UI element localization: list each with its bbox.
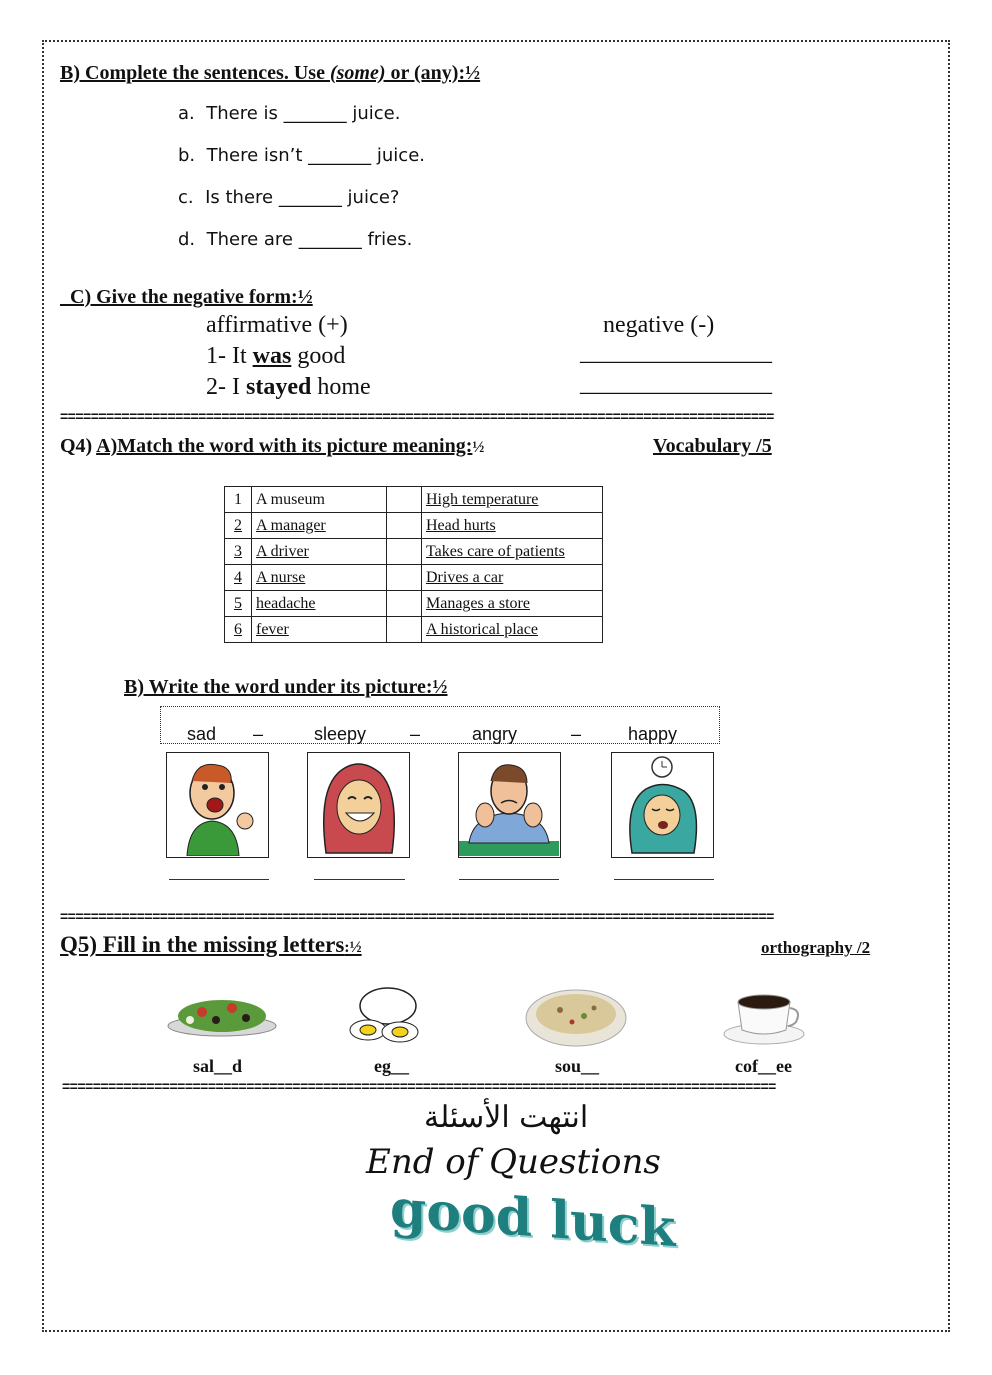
affirmative-sentence-2: 2- I stayed home — [206, 374, 371, 400]
table-row: 3 A driver Takes care of patients — [225, 539, 603, 565]
answer-line[interactable]: ________________ — [580, 371, 772, 397]
section-b-title: B) Complete the sentences. Use (some) or (any):½ — [60, 62, 481, 84]
sleepy-woman-picture — [611, 752, 714, 858]
smiling-girl-icon — [308, 753, 408, 856]
answer-line[interactable] — [314, 878, 405, 880]
list-item: a. There is _______ juice. — [178, 103, 401, 124]
answer-line[interactable] — [169, 878, 269, 880]
coffee-icon — [722, 988, 808, 1046]
dash: – — [253, 724, 264, 744]
answer-cell[interactable] — [387, 617, 422, 643]
list-item: c. Is there _______ juice? — [178, 187, 400, 208]
affirmative-header: affirmative (+) — [206, 312, 348, 338]
table-row: 4 A nurse Drives a car — [225, 565, 603, 591]
table-row: 6 fever A historical place — [225, 617, 603, 643]
salad-icon — [166, 990, 278, 1038]
fill-word-egg: eg__ — [374, 1056, 409, 1076]
arabic-end-text: انتهت الأسئلة — [424, 1100, 589, 1135]
answer-line[interactable]: ________________ — [580, 340, 772, 366]
fill-word-soup: sou__ — [555, 1056, 600, 1076]
answer-cell[interactable] — [387, 565, 422, 591]
answer-cell[interactable] — [387, 487, 422, 513]
soup-icon — [524, 984, 628, 1048]
dash: – — [410, 724, 421, 744]
word-sleepy: sleepy — [314, 724, 367, 744]
sleepy-woman-icon — [612, 753, 712, 856]
smiling-girl-picture — [307, 752, 410, 858]
angry-boy-picture — [166, 752, 269, 858]
vocabulary-score: Vocabulary /5 — [653, 435, 772, 457]
separator: ============================================================================================= — [60, 408, 774, 424]
dash: – — [571, 724, 582, 744]
good-luck-wordart: good luck — [390, 1178, 676, 1259]
table-row: 2 A manager Head hurts — [225, 513, 603, 539]
answer-cell[interactable] — [387, 591, 422, 617]
q4-b-title: B) Write the word under its picture:½ — [124, 676, 448, 698]
separator: ============================================================================================= — [62, 1078, 776, 1094]
answer-cell[interactable] — [387, 539, 422, 565]
fill-word-salad: sal__d — [193, 1056, 243, 1076]
word-happy: happy — [628, 724, 678, 744]
orthography-score: orthography /2 — [761, 938, 871, 957]
angry-boy-icon — [167, 753, 267, 856]
table-row: 5 headache Manages a store — [225, 591, 603, 617]
separator: ============================================================================================= — [60, 908, 774, 924]
sad-man-icon — [459, 753, 559, 856]
q5-title: Q5) Fill in the missing letters:½ — [60, 932, 362, 957]
section-c-title: C) Give the negative form:½ — [70, 286, 313, 308]
match-table — [224, 486, 603, 643]
q4-title: Q4) A)Match the word with its picture meaning:½ — [60, 435, 485, 457]
table-row: 1 A museum High temperature — [225, 487, 603, 513]
affirmative-sentence-1: 1- It was good — [206, 343, 346, 369]
answer-line[interactable] — [459, 878, 559, 880]
list-item: b. There isn’t _______ juice. — [178, 145, 425, 166]
answer-line[interactable] — [614, 878, 714, 880]
list-item: d. There are _______ fries. — [178, 229, 413, 250]
sad-man-picture — [458, 752, 561, 858]
answer-cell[interactable] — [387, 513, 422, 539]
word-angry: angry — [472, 724, 518, 744]
word-sad: sad — [187, 724, 217, 744]
fill-word-coffee: cof__ee — [735, 1056, 792, 1076]
word-bank — [160, 706, 720, 744]
negative-header: negative (-) — [603, 312, 715, 338]
egg-icon — [346, 986, 422, 1044]
end-of-questions: End of Questions — [366, 1142, 661, 1182]
